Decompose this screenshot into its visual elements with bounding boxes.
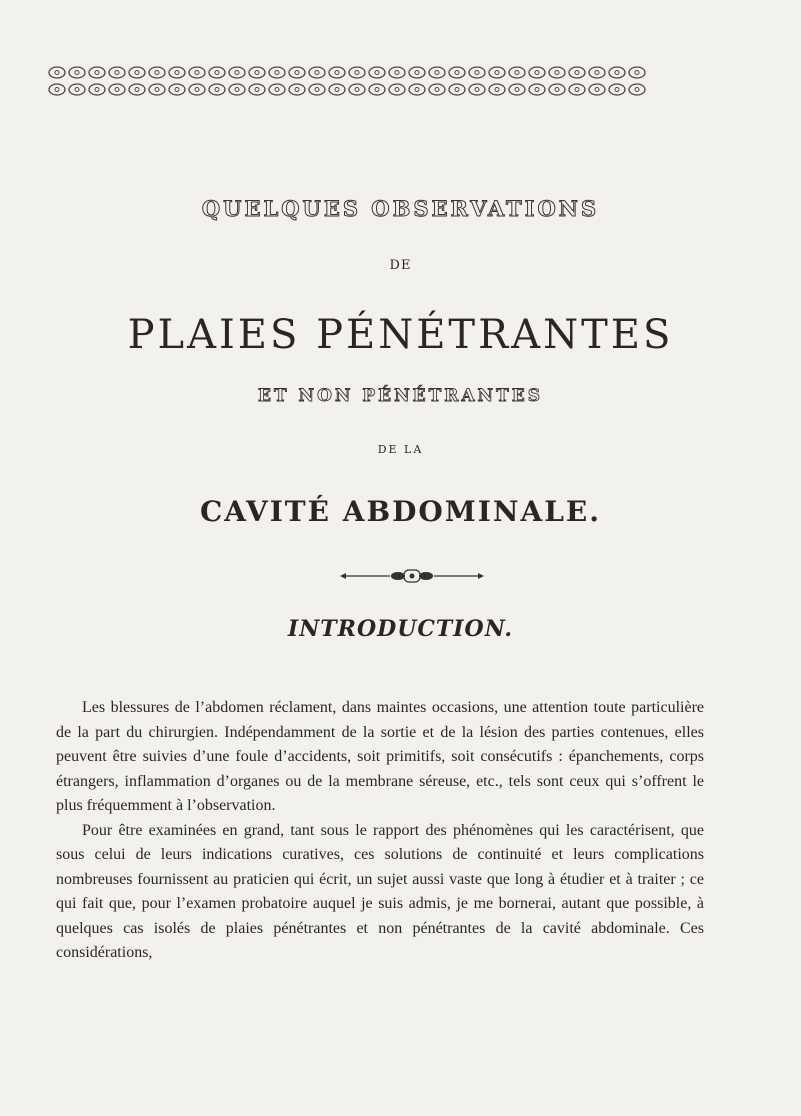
main-title: PLAIES PÉNÉTRANTES <box>127 312 674 358</box>
outline-title: QUELQUES OBSERVATIONS <box>201 196 600 221</box>
paragraph: Pour être examinées en grand, tant sous le rapport des phénomènes qui les caractérisent, que sous celui de leurs indications curatives, ces solutions de continuité et leurs complications nombreuses fournissent au praticien qui écrit, un sujet aussi vaste que long à étudier et à traiter ; ce qui fait que, pour l’examen probatoire auquel je suis admis, je me bornerai, autant que possible, à quelques cas isolés de plaies pénétrantes et non pénétrantes de la cavité abdominale. Ces considérations, <box>56 821 704 961</box>
subject-title: CAVITÉ ABDOMINALE. <box>200 495 601 528</box>
de-label: DE <box>389 258 412 273</box>
paragraph: Les blessures de l’abdomen réclament, dans maintes occasions, une attention toute particulière de la part du chirurgien. Indépendamment de la sortie et de la lésion des parties contenues, elles peuvent être suivies d’une foule d’accidents, soit primitifs, soit consécutifs : épanchements, corps étrangers, inflammation d’organes ou de la membrane séreuse, etc., tels sont ceux qui s’offrent le plus fréquemment à l’observation. <box>56 699 704 814</box>
body-text <box>56 696 704 966</box>
de-la-label: DE LA <box>377 443 424 456</box>
outline-subtitle: ET NON PÉNÉTRANTES <box>258 386 543 406</box>
ornamental-band-icon <box>47 64 647 98</box>
ornamental-divider-icon <box>340 567 484 585</box>
section-heading: INTRODUCTION. <box>287 616 514 642</box>
